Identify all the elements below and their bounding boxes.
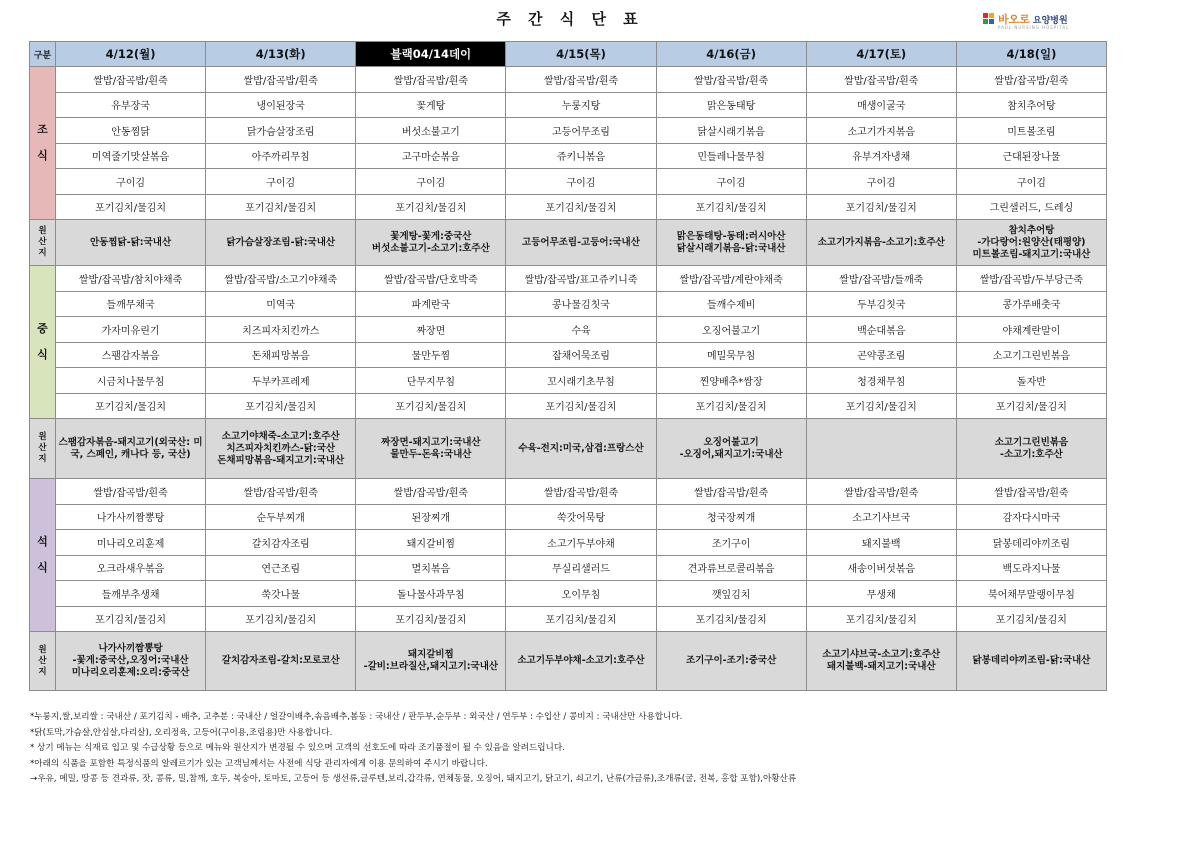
- dinner-origin-cell: 조기구이-조기:중국산: [656, 632, 806, 691]
- lunch-menu-cell: 시금치나물무침: [56, 368, 206, 394]
- lunch-menu-cell: 콩가루배춧국: [956, 291, 1106, 317]
- dinner-menu-cell: 무실리샐러드: [506, 555, 656, 581]
- lunch-row: [30, 266, 1107, 292]
- breakfast-label: 조 식: [30, 67, 56, 220]
- lunch-row: [30, 368, 1107, 394]
- breakfast-menu-cell: 참치추어탕: [956, 92, 1106, 118]
- dinner-origin-cell: 돼지갈비찜 -갈비:브라질산,돼지고기:국내산: [356, 632, 506, 691]
- breakfast-menu-cell: 구이김: [806, 169, 956, 195]
- breakfast-menu-cell: 고등어무조림: [506, 118, 656, 144]
- dinner-menu-cell: 미나리오리훈제: [56, 530, 206, 556]
- day-header: 4/18(일): [956, 42, 1106, 67]
- lunch-origin-cell: 오징어불고기 -오징어,돼지고기:국내산: [656, 419, 806, 479]
- lunch-origin-cell: 수육-전지:미국,삼겹:프랑스산: [506, 419, 656, 479]
- dinner-menu-cell: 나가사끼짬뽕탕: [56, 504, 206, 530]
- breakfast-row: [30, 67, 1107, 93]
- dinner-menu-cell: 조기구이: [656, 530, 806, 556]
- lunch-menu-cell: 가자미유린기: [56, 317, 206, 343]
- lunch-menu-cell: 치즈피자치킨까스: [206, 317, 356, 343]
- origin-label: 원 산 지: [30, 220, 56, 266]
- lunch-menu-cell: 메밀묵무침: [656, 342, 806, 368]
- breakfast-menu-cell: 쌀밥/잡곡밥/흰죽: [206, 67, 356, 93]
- breakfast-menu-cell: 유부겨자냉채: [806, 143, 956, 169]
- page-title: 주 간 식 단 표: [496, 10, 644, 28]
- lunch-menu-cell: 물만두찜: [356, 342, 506, 368]
- dinner-menu-cell: 된장찌개: [356, 504, 506, 530]
- footnote: * 상기 메뉴는 식재료 입고 및 수급상황 등으로 메뉴와 원산지가 변경될 수 있으며 고객의 선호도에 따라 조기품절이 될 수 있음을 알려드립니다.: [30, 743, 565, 753]
- breakfast-menu-cell: 닭살시래기볶음: [656, 118, 806, 144]
- breakfast-menu-cell: 포기김치/물김치: [656, 194, 806, 220]
- dinner-menu-cell: 포기김치/물김치: [656, 606, 806, 632]
- breakfast-menu-cell: 구이김: [356, 169, 506, 195]
- logo-subtitle: 요양병원: [1032, 15, 1068, 26]
- lunch-menu-cell: 곤약콩조림: [806, 342, 956, 368]
- breakfast-menu-cell: 구이김: [956, 169, 1106, 195]
- dinner-menu-cell: 돼지갈비찜: [356, 530, 506, 556]
- dinner-menu-cell: 무생채: [806, 581, 956, 607]
- breakfast-menu-cell: 버섯소불고기: [356, 118, 506, 144]
- dinner-menu-cell: 포기김치/물김치: [806, 606, 956, 632]
- dinner-menu-cell: 오이무침: [506, 581, 656, 607]
- day-header-row: [30, 42, 1107, 67]
- breakfast-row: [30, 118, 1107, 144]
- breakfast-menu-cell: 포기김치/물김치: [356, 194, 506, 220]
- lunch-menu-cell: 포기김치/물김치: [506, 393, 656, 419]
- breakfast-menu-cell: 소고기가지볶음: [806, 118, 956, 144]
- logo-name: 바오로: [998, 13, 1030, 26]
- dinner-menu-cell: 청국장찌개: [656, 504, 806, 530]
- dinner-menu-cell: 포기김치/물김치: [956, 606, 1106, 632]
- dinner-origin-row: [30, 632, 1107, 691]
- day-header: 4/12(월): [56, 42, 206, 67]
- origin-label: 원 산 지: [30, 419, 56, 479]
- breakfast-menu-cell: 닭가슴살장조림: [206, 118, 356, 144]
- breakfast-origin-cell: 참치추어탕 -가다랑어:원양산(태평양) 미트볼조림-돼지고기:국내산: [956, 220, 1106, 266]
- dinner-origin-cell: 나가사끼짬뽕탕 -꽃게:중국산,오징어:국내산 미나리오리훈제:오리:중국산: [56, 632, 206, 691]
- day-header: 4/16(금): [656, 42, 806, 67]
- dinner-menu-cell: 쌀밥/잡곡밥/흰죽: [956, 479, 1106, 505]
- dinner-menu-cell: 쌀밥/잡곡밥/흰죽: [56, 479, 206, 505]
- dinner-menu-cell: 쑥갓어묵탕: [506, 504, 656, 530]
- dinner-menu-cell: 멸치볶음: [356, 555, 506, 581]
- breakfast-menu-cell: 쌀밥/잡곡밥/흰죽: [956, 67, 1106, 93]
- lunch-menu-cell: 쌀밥/잡곡밥/계란야채죽: [656, 266, 806, 292]
- dinner-menu-cell: 포기김치/물김치: [356, 606, 506, 632]
- dinner-menu-cell: 돌나물사과무침: [356, 581, 506, 607]
- dinner-menu-cell: 견과류브로콜리볶음: [656, 555, 806, 581]
- lunch-menu-cell: 백순대볶음: [806, 317, 956, 343]
- lunch-row: [30, 317, 1107, 343]
- breakfast-menu-cell: 쌀밥/잡곡밥/흰죽: [806, 67, 956, 93]
- lunch-menu-cell: 들깨수제비: [656, 291, 806, 317]
- breakfast-menu-cell: 쌀밥/잡곡밥/흰죽: [656, 67, 806, 93]
- logo-mark-icon: [983, 13, 995, 25]
- breakfast-menu-cell: 구이김: [506, 169, 656, 195]
- footnote: *닭(토막,가슴살,안심살,다리살), 오리정육, 고등어(구이용,조림용)만 사용합니다.: [30, 727, 333, 738]
- breakfast-menu-cell: 쌀밥/잡곡밥/흰죽: [356, 67, 506, 93]
- corner-label: 구분: [30, 42, 56, 67]
- breakfast-menu-cell: 구이김: [206, 169, 356, 195]
- dinner-row: [30, 504, 1107, 530]
- dinner-menu-cell: 포기김치/물김치: [56, 606, 206, 632]
- footnote: →우유, 메밀, 땅콩 등 견과류, 잣, 콩류, 밀,참깨, 호두, 복숭아, 토마토, 고등어 등 생선류,글루텐,보리,갑각류, 연체동물, 오징어, 돼지고기, 닭고기, 쇠고기, 난류(가금류),조개류(굴, 전복, 홍합 포함),아황산류: [30, 774, 797, 784]
- lunch-menu-cell: 포기김치/물김치: [956, 393, 1106, 419]
- dinner-row: [30, 530, 1107, 556]
- lunch-menu-cell: 미역국: [206, 291, 356, 317]
- lunch-menu-cell: 꼬시래기초무침: [506, 368, 656, 394]
- lunch-menu-cell: 스팸감자볶음: [56, 342, 206, 368]
- lunch-origin-cell: 짜장면-돼지고기:국내산 물만두-돈육:국내산: [356, 419, 506, 479]
- dinner-menu-cell: 쑥갓나물: [206, 581, 356, 607]
- dinner-origin-cell: 갈치감자조림-갈치:모로코산: [206, 632, 356, 691]
- dinner-menu-cell: 돼지불백: [806, 530, 956, 556]
- dinner-menu-cell: 순두부찌개: [206, 504, 356, 530]
- breakfast-origin-cell: 꽃게탕-꽃게:중국산 버섯소불고기-소고기:호주산: [356, 220, 506, 266]
- lunch-menu-cell: 청경채무침: [806, 368, 956, 394]
- day-header-black-day: 블랙04/14데이: [356, 42, 506, 67]
- lunch-menu-cell: 수육: [506, 317, 656, 343]
- breakfast-row: [30, 143, 1107, 169]
- lunch-origin-row: [30, 419, 1107, 479]
- breakfast-origin-cell: 안동찜닭-닭:국내산: [56, 220, 206, 266]
- dinner-origin-cell: 소고기두부야채-소고기:호주산: [506, 632, 656, 691]
- breakfast-menu-cell: 누룽지탕: [506, 92, 656, 118]
- lunch-origin-cell: 소고기야채죽-소고기:호주산 치즈피자치킨까스-닭:국산 돈채피망볶음-돼지고기:국내산: [206, 419, 356, 479]
- breakfast-origin-cell: 닭가슴살장조림-닭:국내산: [206, 220, 356, 266]
- dinner-row: [30, 581, 1107, 607]
- dinner-menu-cell: 갈치감자조림: [206, 530, 356, 556]
- breakfast-menu-cell: 구이김: [656, 169, 806, 195]
- dinner-menu-cell: 닭봉데리야끼조림: [956, 530, 1106, 556]
- breakfast-menu-cell: 쥬키니볶음: [506, 143, 656, 169]
- day-header: 4/15(목): [506, 42, 656, 67]
- footnote: *아래의 식품을 포함한 특정식품의 알레르기가 있는 고객님께서는 사전에 식당 관리자에게 이용 문의하여 주시기 바랍니다.: [30, 758, 488, 769]
- breakfast-menu-cell: 고구마순볶음: [356, 143, 506, 169]
- lunch-row: [30, 291, 1107, 317]
- footnote: *누룽지,쌀,보리쌀 : 국내산 / 포기김치 - 배추, 고추분 : 국내산 / 얼갈이배추,솎음배추,봄동 : 국내산 / 판두부,순두부 : 외국산 / 연두부 : 수입산 / 콩비지 : 국내산만 사용합니다.: [30, 712, 683, 722]
- breakfast-row: [30, 92, 1107, 118]
- lunch-menu-cell: 잡채어묵조림: [506, 342, 656, 368]
- breakfast-origin-cell: 고등어무조림-고등어:국내산: [506, 220, 656, 266]
- lunch-menu-cell: 포기김치/물김치: [806, 393, 956, 419]
- breakfast-menu-cell: 쌀밥/잡곡밥/흰죽: [56, 67, 206, 93]
- logo-tagline: PAUL NURSING HOSPITAL: [998, 25, 1070, 30]
- dinner-origin-cell: 소고기샤브국-소고기:호주산 돼지불백-돼지고기:국내산: [806, 632, 956, 691]
- breakfast-menu-cell: 민들레나물무침: [656, 143, 806, 169]
- dinner-menu-cell: 감자다시마국: [956, 504, 1106, 530]
- lunch-menu-cell: 쌀밥/잡곡밥/들깨죽: [806, 266, 956, 292]
- dinner-row: [30, 555, 1107, 581]
- lunch-menu-cell: 콩나물김칫국: [506, 291, 656, 317]
- dinner-menu-cell: 쌀밥/잡곡밥/흰죽: [356, 479, 506, 505]
- breakfast-menu-cell: 꽃게탕: [356, 92, 506, 118]
- lunch-menu-cell: 포기김치/물김치: [656, 393, 806, 419]
- lunch-menu-cell: 돌자반: [956, 368, 1106, 394]
- dinner-menu-cell: 포기김치/물김치: [506, 606, 656, 632]
- lunch-menu-cell: 단무지무침: [356, 368, 506, 394]
- dinner-menu-cell: 들깨부추생채: [56, 581, 206, 607]
- weekly-menu-table: [29, 41, 1107, 691]
- breakfast-menu-cell: 미트볼조림: [956, 118, 1106, 144]
- breakfast-origin-cell: 맑은동태탕-동태:러시아산 닭살시래기볶음-닭:국내산: [656, 220, 806, 266]
- breakfast-menu-cell: 구이김: [56, 169, 206, 195]
- dinner-menu-cell: 소고기샤브국: [806, 504, 956, 530]
- breakfast-origin-row: [30, 220, 1107, 266]
- lunch-menu-cell: 소고기그린빈볶음: [956, 342, 1106, 368]
- breakfast-menu-cell: 유부장국: [56, 92, 206, 118]
- dinner-menu-cell: 북어채무말랭이무침: [956, 581, 1106, 607]
- day-header: 4/13(화): [206, 42, 356, 67]
- footnotes: [30, 710, 1130, 788]
- lunch-menu-cell: 파계란국: [356, 291, 506, 317]
- breakfast-menu-cell: 근대된장나물: [956, 143, 1106, 169]
- breakfast-menu-cell: 미역줄기맛살볶음: [56, 143, 206, 169]
- lunch-menu-cell: 두부카프레제: [206, 368, 356, 394]
- breakfast-menu-cell: 포기김치/물김치: [206, 194, 356, 220]
- breakfast-origin-cell: 소고기가지볶음-소고기:호주산: [806, 220, 956, 266]
- breakfast-menu-cell: 맑은동태탕: [656, 92, 806, 118]
- breakfast-menu-cell: 매생이굴국: [806, 92, 956, 118]
- day-header: 4/17(토): [806, 42, 956, 67]
- lunch-menu-cell: 들깨무채국: [56, 291, 206, 317]
- dinner-row: [30, 479, 1107, 505]
- lunch-menu-cell: 짜장면: [356, 317, 506, 343]
- breakfast-row: [30, 169, 1107, 195]
- dinner-origin-cell: 닭봉데리야끼조림-닭:국내산: [956, 632, 1106, 691]
- breakfast-menu-cell: 포기김치/물김치: [56, 194, 206, 220]
- lunch-menu-cell: 쌀밥/잡곡밥/단호박죽: [356, 266, 506, 292]
- breakfast-menu-cell: 냉이된장국: [206, 92, 356, 118]
- dinner-menu-cell: 깻잎김치: [656, 581, 806, 607]
- lunch-origin-cell: 스팸감자볶음-돼지고기(외국산: 미국, 스페인, 캐나다 등, 국산): [56, 419, 206, 479]
- lunch-origin-cell: 소고기그린빈볶음 -소고기:호주산: [956, 419, 1106, 479]
- lunch-menu-cell: 포기김치/물김치: [206, 393, 356, 419]
- lunch-menu-cell: 돈채피망볶음: [206, 342, 356, 368]
- dinner-menu-cell: 오크라새우볶음: [56, 555, 206, 581]
- lunch-menu-cell: 쌀밥/잡곡밥/소고기야채죽: [206, 266, 356, 292]
- breakfast-menu-cell: 그린샐러드, 드레싱: [956, 194, 1106, 220]
- dinner-label: 석 식: [30, 479, 56, 632]
- lunch-row: [30, 342, 1107, 368]
- dinner-menu-cell: 백도라지나물: [956, 555, 1106, 581]
- lunch-menu-cell: 쌀밥/잡곡밥/두부당근죽: [956, 266, 1106, 292]
- dinner-menu-cell: 소고기두부야채: [506, 530, 656, 556]
- dinner-menu-cell: 포기김치/물김치: [206, 606, 356, 632]
- lunch-menu-cell: 포기김치/물김치: [356, 393, 506, 419]
- lunch-label: 중 식: [30, 266, 56, 419]
- dinner-menu-cell: 쌀밥/잡곡밥/흰죽: [806, 479, 956, 505]
- breakfast-menu-cell: 아주까리무침: [206, 143, 356, 169]
- breakfast-menu-cell: 안동찜닭: [56, 118, 206, 144]
- dinner-row: [30, 606, 1107, 632]
- lunch-origin-cell: [806, 419, 956, 479]
- lunch-menu-cell: 오징어불고기: [656, 317, 806, 343]
- dinner-menu-cell: 쌀밥/잡곡밥/흰죽: [206, 479, 356, 505]
- lunch-menu-cell: 찐양배추*쌈장: [656, 368, 806, 394]
- lunch-menu-cell: 두부김칫국: [806, 291, 956, 317]
- breakfast-row: [30, 194, 1107, 220]
- lunch-menu-cell: 쌀밥/잡곡밥/참치야채죽: [56, 266, 206, 292]
- origin-label: 원 산 지: [30, 632, 56, 691]
- lunch-menu-cell: 야채계란말이: [956, 317, 1106, 343]
- dinner-menu-cell: 연근조림: [206, 555, 356, 581]
- breakfast-menu-cell: 포기김치/물김치: [806, 194, 956, 220]
- breakfast-menu-cell: 쌀밥/잡곡밥/흰죽: [506, 67, 656, 93]
- lunch-menu-cell: 쌀밥/잡곡밥/표고쥬키니죽: [506, 266, 656, 292]
- dinner-menu-cell: 쌀밥/잡곡밥/흰죽: [506, 479, 656, 505]
- dinner-menu-cell: 새송이버섯볶음: [806, 555, 956, 581]
- breakfast-menu-cell: 포기김치/물김치: [506, 194, 656, 220]
- lunch-row: [30, 393, 1107, 419]
- lunch-menu-cell: 포기김치/물김치: [56, 393, 206, 419]
- dinner-menu-cell: 쌀밥/잡곡밥/흰죽: [656, 479, 806, 505]
